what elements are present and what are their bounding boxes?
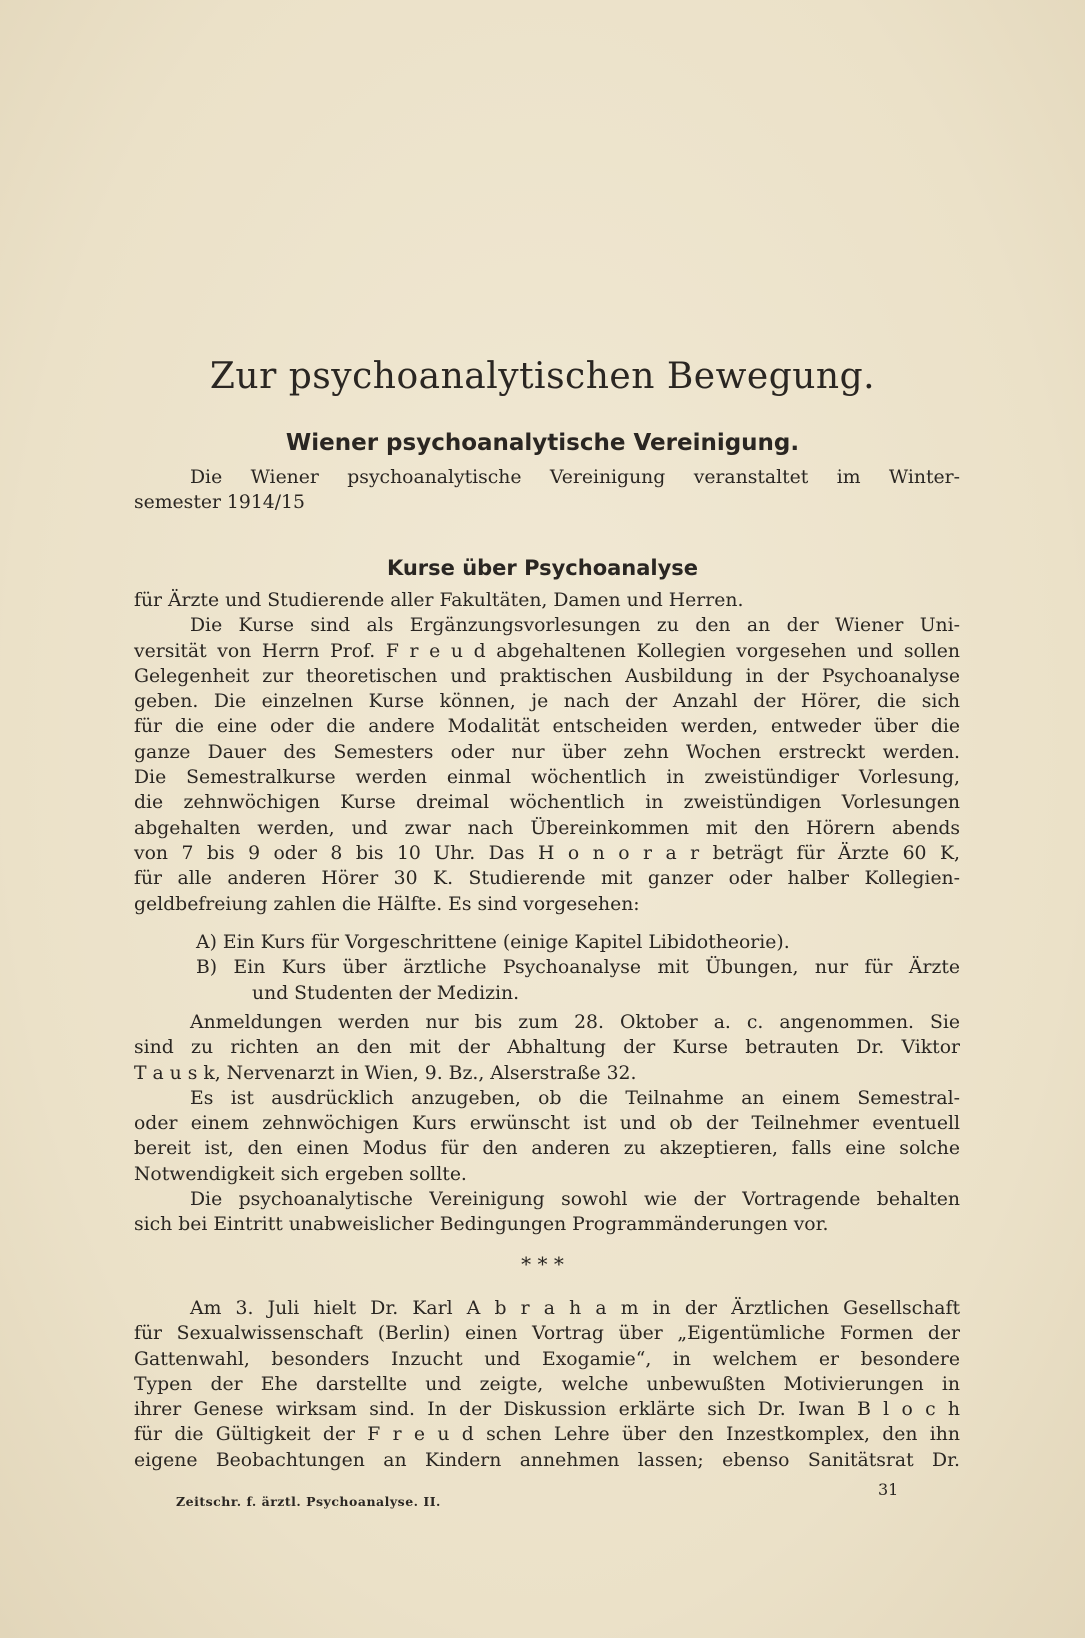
text-line: versität von Herrn Prof. F r e u d abgehaltenen Kollegien vorgesehen und sollen: [134, 640, 960, 662]
text-line: abgehalten werden, und zwar nach Übereinkommen mit den Hörern abends: [134, 817, 960, 839]
text-line: ganze Dauer des Semesters oder nur über zehn Wochen erstreckt werden.: [134, 741, 960, 763]
journal-footer: Zeitschr. f. ärztl. Psychoanalyse. II.: [176, 1494, 441, 1509]
text-line: Typen der Ehe darstellte und zeigte, welche unbewußten Motivierungen in: [134, 1373, 960, 1395]
section-separator: * * *: [521, 1252, 564, 1276]
text-line: sind zu richten an den mit der Abhaltung der Kurse betrauten Dr. Viktor: [134, 1037, 960, 1059]
list-item: und Studenten der Medizin.: [252, 982, 520, 1004]
abraham-paragraph: [134, 1296, 960, 1473]
text-line: semester 1914/15: [134, 492, 305, 514]
text-line: für die Gültigkeit der F r e u d schen Lehre über den Inzestkomplex, den ihn: [134, 1424, 960, 1446]
bleed-through-area: [130, 92, 960, 322]
text-line: Notwendigkeit sich ergeben sollte.: [134, 1163, 467, 1185]
text-line: bereit ist, den einen Modus für den anderen zu akzeptieren, falls eine solche: [134, 1138, 960, 1160]
text-line: für Sexualwissenschaft (Berlin) einen Vortrag über „Eigentümliche Formen der: [134, 1323, 960, 1345]
text-line: T a u s k, Nervenarzt in Wien, 9. Bz., Alserstraße 32.: [134, 1062, 637, 1084]
text-line: für alle anderen Hörer 30 K. Studierende mit ganzer oder halber Kollegien-: [134, 868, 960, 890]
list-item: A) Ein Kurs für Vorgeschrittene (einige Kapitel Libidotheorie).: [196, 932, 790, 953]
text-line: eigene Beobachtungen an Kindern annehmen lassen; ebenso Sanitätsrat Dr.: [134, 1449, 960, 1471]
text-line: Gelegenheit zur theoretischen und praktischen Ausbildung in der Psychoanalyse: [134, 665, 960, 687]
course-heading: Kurse über Psychoanalyse: [386, 556, 699, 580]
text-line: für die eine oder die andere Modalität entscheiden werden, entweder über die: [134, 716, 960, 738]
text-line: geben. Die einzelnen Kurse können, je nach der Anzahl der Hörer, die sich: [134, 691, 960, 713]
intro-paragraph: [134, 465, 960, 516]
text-line: die zehnwöchigen Kurse dreimal wöchentlich in zweistündigen Vorlesungen: [134, 792, 960, 814]
text-line: ihrer Genese wirksam sind. In der Diskussion erklärte sich Dr. Iwan B l o c h: [134, 1399, 960, 1421]
page-title: Zur psychoanalytischen Bewegung.: [209, 356, 876, 397]
text-line: Anmeldungen werden nur bis zum 28. Oktober a. c. angenommen. Sie: [190, 1012, 960, 1033]
text-line: Die psychoanalytische Vereinigung sowohl wie der Vortragende behalten: [190, 1189, 960, 1211]
text-line: von 7 bis 9 oder 8 bis 10 Uhr. Das H o n o r a r beträgt für Ärzte 60 K,: [134, 842, 960, 864]
text-line: geldbefreiung zahlen die Hälfte. Es sind vorgesehen:: [134, 893, 640, 915]
text-line: sich bei Eintritt unabweislicher Bedingungen Programmänderungen vor.: [134, 1214, 829, 1236]
list-item: B) Ein Kurs über ärztliche Psychoanalyse mit Übungen, nur für Ärzte: [196, 957, 960, 979]
text-line: Die Wiener psychoanalytische Vereinigung veranstaltet im Winter-: [190, 467, 960, 488]
registration-paragraph: [134, 1010, 960, 1238]
text-line: Es ist ausdrücklich anzugeben, ob die Teilnahme an einem Semestral-: [190, 1087, 960, 1109]
text-line: Die Semestralkurse werden einmal wöchentlich in zweistündiger Vorlesung,: [134, 767, 960, 789]
text-line: oder einem zehnwöchigen Kurs erwünscht ist und ob der Teilnehmer eventuell: [134, 1113, 960, 1135]
text-line: Gattenwahl, besonders Inzucht und Exogamie“, in welchem er besondere: [134, 1348, 960, 1370]
page-number: 31: [878, 1480, 899, 1499]
section-subtitle: Wiener psychoanalytische Vereinigung.: [285, 430, 800, 456]
text-line: für Ärzte und Studierende aller Fakultäten, Damen und Herren.: [134, 590, 744, 611]
text-line: Am 3. Juli hielt Dr. Karl A b r a h a m in der Ärztlichen Gesellschaft: [190, 1298, 960, 1319]
text-line: Die Kurse sind als Ergänzungsvorlesungen zu den an der Wiener Uni-: [190, 615, 960, 637]
main-paragraph: [134, 588, 960, 917]
course-list: [134, 930, 960, 1006]
